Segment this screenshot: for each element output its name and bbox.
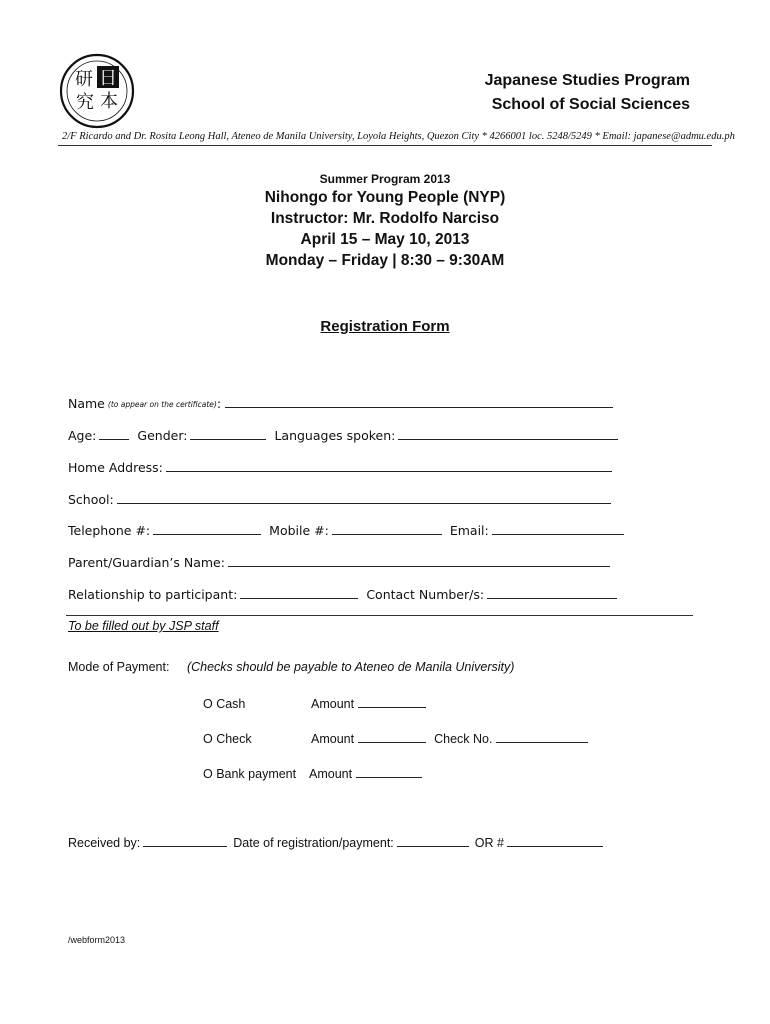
languages-label: Languages spoken: (274, 428, 396, 443)
age-field[interactable] (99, 438, 129, 440)
org-school: School of Social Sciences (491, 96, 690, 113)
parent-row (68, 552, 618, 570)
received-row (68, 832, 609, 850)
parent-name-label: Parent/Guardian’s Name: (68, 555, 225, 570)
school-field[interactable] (117, 502, 611, 504)
home-address-field[interactable] (166, 470, 612, 472)
bank-amount-field[interactable] (356, 777, 422, 778)
parent-name-field[interactable] (228, 565, 610, 567)
org-address: 2/F Ricardo and Dr. Rosita Leong Hall, Ateneo de Manila University, Loyola Heights, Quezon City * 4266001 loc. 5248/5249 * Email: japanese@admu.edu.ph (62, 131, 735, 142)
received-by-label: Received by: (68, 836, 141, 850)
name-field[interactable] (225, 406, 613, 408)
check-amount-field[interactable] (358, 742, 426, 743)
name-colon: : (216, 396, 222, 411)
staff-only-note: To be filled out by JSP staff (68, 619, 219, 633)
relationship-field[interactable] (240, 597, 358, 599)
cash-amount-field[interactable] (358, 707, 426, 708)
payment-mode-label: Mode of Payment: (68, 660, 170, 674)
payment-cash-row (203, 693, 426, 711)
age-label: Age: (68, 428, 97, 443)
japanese-studies-seal-icon (58, 52, 136, 130)
registration-date-label: Date of registration/payment: (233, 836, 394, 850)
telephone-label: Telephone #: (68, 523, 151, 538)
seal-kanji-kyu: 究 (76, 92, 94, 113)
school-label: School: (68, 492, 114, 507)
gender-label: Gender: (137, 428, 188, 443)
form-title: Registration Form (320, 318, 450, 335)
payment-mode-note: (Checks should be payable to Ateneo de Manila University) (186, 660, 515, 674)
name-note: (to appear on the certificate) (107, 400, 217, 409)
check-no-label: Check No. (434, 732, 493, 746)
program-title: Nihongo for Young People (NYP) (264, 189, 506, 206)
contact-number-field[interactable] (487, 597, 617, 599)
received-by-field[interactable] (143, 846, 227, 847)
seal-kanji-ken: 研 (75, 69, 93, 90)
relationship-label: Relationship to participant: (68, 587, 238, 602)
bank-amount-label: Amount (309, 767, 353, 781)
payment-mode-row (68, 660, 514, 674)
registration-date-field[interactable] (397, 846, 469, 847)
org-name: Japanese Studies Program (484, 72, 690, 89)
home-address-label: Home Address: (68, 460, 163, 475)
cash-option[interactable]: O Cash (203, 697, 246, 711)
contact-row (68, 520, 632, 538)
or-number-label: OR # (474, 836, 504, 850)
check-amount-label: Amount (311, 732, 355, 746)
seal-kanji-nichi: 日 (99, 68, 117, 89)
mobile-label: Mobile #: (269, 523, 329, 538)
program-instructor: Instructor: Mr. Rodolfo Narciso (270, 210, 500, 227)
check-no-field[interactable] (496, 742, 588, 743)
check-option[interactable]: O Check (203, 732, 252, 746)
staff-divider (66, 615, 693, 616)
mobile-field[interactable] (332, 533, 442, 535)
email-field[interactable] (492, 533, 624, 535)
header-divider (58, 145, 712, 146)
payment-check-row (203, 728, 588, 746)
languages-field[interactable] (398, 438, 618, 440)
address-row (68, 457, 620, 475)
name-row (68, 393, 621, 411)
payment-bank-row (203, 763, 422, 781)
program-label: Summer Program 2013 (319, 172, 451, 186)
or-number-field[interactable] (507, 846, 603, 847)
school-row (68, 489, 619, 507)
cash-amount-label: Amount (311, 697, 355, 711)
bank-option[interactable]: O Bank payment (203, 767, 297, 781)
email-label: Email: (449, 523, 489, 538)
gender-field[interactable] (190, 438, 266, 440)
name-label: Name (68, 396, 105, 411)
program-dates: April 15 – May 10, 2013 (300, 231, 470, 248)
telephone-field[interactable] (153, 533, 261, 535)
seal-kanji-hon: 本 (100, 91, 118, 112)
program-schedule: Monday – Friday | 8:30 – 9:30AM (265, 252, 505, 269)
contact-number-label: Contact Number/s: (366, 587, 485, 602)
age-gender-row (68, 425, 626, 443)
form-code: /webform2013 (68, 935, 126, 945)
relationship-row (68, 584, 625, 602)
